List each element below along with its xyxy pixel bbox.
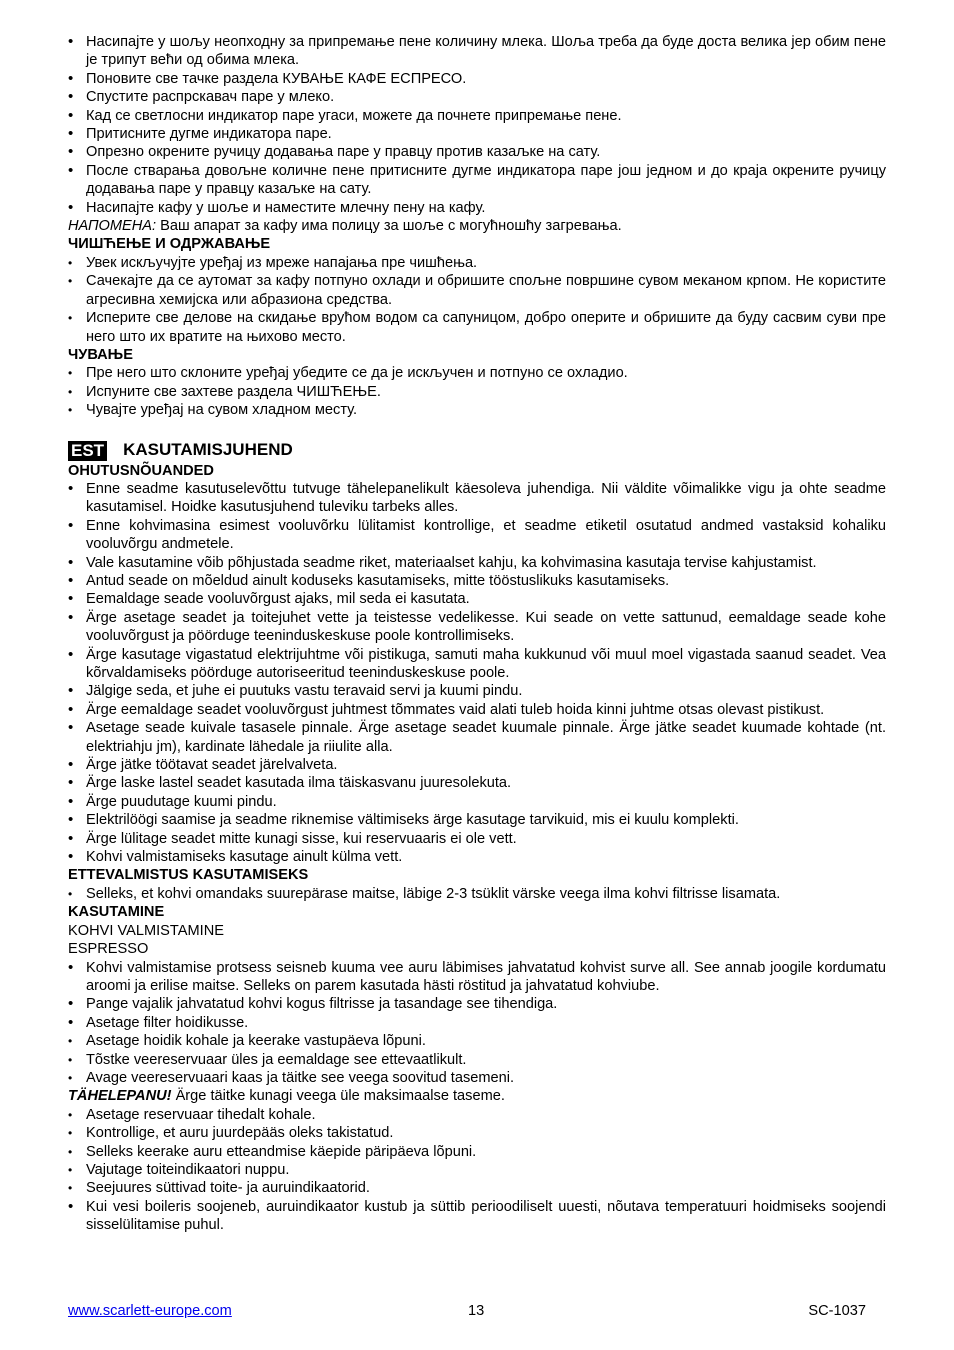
est-section-title bbox=[68, 440, 886, 462]
note-label: НАПОМЕНА: bbox=[68, 218, 157, 235]
list-item: • Enne seadme kasutuselevõttu tutvuge tähelepanelikult käesoleva juhendiga. Nii väldite võimalikke vigu ja ohte seadme kasutamisel. Hoidke kasutusjuhend tuleviku tarbeks alles. bbox=[68, 480, 886, 517]
list-item: • Selleks keerake auru etteandmise käepide päripäeva lõpuni. bbox=[68, 1143, 886, 1161]
list-item: • Avage veereservuaari kaas ja täitke see veega soovitud tasemeni. bbox=[68, 1069, 886, 1087]
note-text: Ваш апарат за кафу има полицу за шоље с могућношћу загревања. bbox=[156, 218, 622, 235]
list-item: • Seejuures süttivad toite- ja auruindikaatorid. bbox=[68, 1179, 886, 1197]
est-usage-sub1: KOHVI VALMISTAMINE bbox=[68, 922, 224, 939]
list-item: • Сачекајте да се аутомат за кафу потпуно охлади и обришите спољне површине сувом меканом крпом. Не користите агресивна хемијска или абразиона средства. bbox=[68, 272, 886, 309]
list-item: • Кад се светлосни индикатор паре угаси, можете да почнете припремање пене. bbox=[68, 107, 886, 125]
sr-cleaning-heading: ЧИШЋЕЊЕ И ОДРЖАВАЊЕ bbox=[68, 236, 271, 253]
list-item: • Притисните дугме индикатора паре. bbox=[68, 125, 886, 143]
est-warning bbox=[68, 1087, 886, 1105]
list-item: • Ärge kasutage vigastatud elektrijuhtme või pistikuga, samuti maha kukkunud või muul moel vigastada saanud seadet. Vea kõrvaldamiseks pöörduge autoriseeritud teeninduskeskuse poole. bbox=[68, 646, 886, 683]
est-usage-list-a bbox=[68, 959, 886, 1088]
list-item: • Antud seade on mõeldud ainult koduseks kasutamiseks, mitte tööstuslikuks kasutamiseks. bbox=[68, 572, 886, 590]
list-item: • Ärge eemaldage seadet vooluvõrgust juhtmest tõmmates vaid alati tuleb hoida kinni juhtme otsas olevast pistikust. bbox=[68, 701, 886, 719]
est-prep-list bbox=[68, 885, 886, 903]
list-item: • Исперите све делове на скидање врућом водом са сапуницом, добро оперите и обришите да буду сасвим суви пре него што их вратите на њихово место. bbox=[68, 309, 886, 346]
warning-text: Ärge täitke kunagi veega üle maksimaalse taseme. bbox=[171, 1088, 505, 1105]
list-item: • Ärge laske lastel seadet kasutada ilma täiskasvanu juuresolekuta. bbox=[68, 774, 886, 792]
page-content bbox=[68, 33, 886, 1235]
list-item: • Ärge jätke töötavat seadet järelvalveta. bbox=[68, 756, 886, 774]
list-item: • Jälgige seda, et juhe ei puutuks vastu teravaid servi ja kuumi pindu. bbox=[68, 682, 886, 700]
list-item: • Elektrilöögi saamise ja seadme riknemise vältimiseks ärge kasutage tarvikuid, mis ei kuulu komplekti. bbox=[68, 811, 886, 829]
sr-bullets-top bbox=[68, 33, 886, 217]
list-item: • Pange vajalik jahvatatud kohvi kogus filtrisse ja tasandage see tihendiga. bbox=[68, 995, 886, 1013]
page-number: 13 bbox=[468, 1303, 485, 1319]
sr-storage-heading: ЧУВАЊЕ bbox=[68, 346, 133, 363]
list-item: • Vajutage toiteindikaatori nuppu. bbox=[68, 1161, 886, 1179]
warning-label: TÄHELEPANU! bbox=[68, 1088, 172, 1105]
est-prep-heading: ETTEVALMISTUS KASUTAMISEKS bbox=[68, 867, 309, 884]
list-item: • Ärge asetage seadet ja toitejuhet vette ja teistesse vedelikesse. Kui seade on vette sattunud, eemaldage seade kohe vooluvõrgust ja pöörduge teeninduskeskuse poole kontrollimiseks. bbox=[68, 609, 886, 646]
list-item: • Kohvi valmistamise protsess seisneb kuuma vee auru läbimises jahvatatud kohvist surve all. See annab joogile kordumatu aroomi ja erilise maitse. Selleks on parem kasutada hästi röstitud ja jahvatatud kohviube. bbox=[68, 959, 886, 996]
list-item: • Asetage seade kuivale tasasele pinnale. Ärge asetage seadet kuumale pinnale. Ärge jätke seadet kuumade kohtade (nt. elektriahju jm), kardinate lähedale ja riiulite alla. bbox=[68, 719, 886, 756]
list-item: • Vale kasutamine võib põhjustada seadme riket, materiaalset kahju, ka kohvimasina kasutaja tervise kahjustamist. bbox=[68, 554, 886, 572]
list-item: • Увек искључујте уређај из мреже напајања пре чишћења. bbox=[68, 254, 886, 272]
sr-note bbox=[68, 217, 886, 235]
list-item: • Пре него што склоните уређај убедите се да је искључен и потпуно се охладио. bbox=[68, 364, 886, 382]
list-item: • Испуните све захтеве раздела ЧИШЋЕЊЕ. bbox=[68, 383, 886, 401]
list-item: • Опрезно окрените ручицу додавања паре у правцу против казаљке на сату. bbox=[68, 143, 886, 161]
list-item: • Ärge puudutage kuumi pindu. bbox=[68, 793, 886, 811]
list-item: • Tõstke veereservuaar üles ja eemaldage see ettevaatlikult. bbox=[68, 1051, 886, 1069]
model-number: SC-1037 bbox=[808, 1303, 866, 1319]
list-item: • Kui vesi boileris soojeneb, auruindikaator kustub ja süttib perioodiliselt uuesti, nõutava temperatuuri hoidmiseks soojendi sisselülitamise puhul. bbox=[68, 1198, 886, 1235]
est-usage-sub2: ESPRESSO bbox=[68, 941, 149, 958]
language-badge: EST bbox=[68, 441, 107, 461]
list-item: • Поновите све тачке раздела КУВАЊЕ КАФЕ ЕСПРЕСО. bbox=[68, 70, 886, 88]
section-title-text: KASUTAMISJUHEND bbox=[123, 440, 293, 460]
list-item: • Kontrollige, et auru juurdepääs oleks takistatud. bbox=[68, 1124, 886, 1142]
sr-cleaning-list bbox=[68, 254, 886, 346]
list-item: • Enne kohvimasina esimest vooluvõrku lülitamist kontrollige, et seadme etiketil osutatud andmed vastaksid kohaliku vooluvõrgu andmetele. bbox=[68, 517, 886, 554]
est-usage-heading: KASUTAMINE bbox=[68, 904, 165, 921]
list-item: • Ärge lülitage seadet mitte kunagi sisse, kui reservuaaris ei ole vett. bbox=[68, 830, 886, 848]
sr-storage-list bbox=[68, 364, 886, 419]
est-safety-list bbox=[68, 480, 886, 867]
list-item: • Asetage reservuaar tihedalt kohale. bbox=[68, 1106, 886, 1124]
est-usage-list-b bbox=[68, 1106, 886, 1235]
list-item: • Спустите распрскавач паре у млеко. bbox=[68, 88, 886, 106]
list-item: • Asetage hoidik kohale ja keerake vastupäeva lõpuni. bbox=[68, 1032, 886, 1050]
est-safety-heading: OHUTUSNÕUANDED bbox=[68, 462, 214, 479]
list-item: • После стварања довољне количне пене притисните дугме индикатора паре још једном и до краја окрените ручицу додавања паре у правцу казаљке на сату. bbox=[68, 162, 886, 199]
list-item: • Насипајте у шољу неопходну за припремање пене количину млека. Шоља треба да буде доста велика јер обим пене је трипут већи од обима млека. bbox=[68, 33, 886, 70]
list-item: • Selleks, et kohvi omandaks suurepärase maitse, läbige 2-3 tsüklit värske veega ilma kohvi filtrisse lisamata. bbox=[68, 885, 886, 903]
list-item: • Kohvi valmistamiseks kasutage ainult külma vett. bbox=[68, 848, 886, 866]
list-item: • Eemaldage seade vooluvõrgust ajaks, mil seda ei kasutata. bbox=[68, 590, 886, 608]
list-item: • Чувајте уређај на сувом хладном месту. bbox=[68, 401, 886, 419]
list-item: • Насипајте кафу у шоље и наместите млечну пену на кафу. bbox=[68, 199, 886, 217]
list-item: • Asetage filter hoidikusse. bbox=[68, 1014, 886, 1032]
page-footer bbox=[68, 1303, 886, 1323]
website-link[interactable]: www.scarlett-europe.com bbox=[68, 1303, 232, 1319]
